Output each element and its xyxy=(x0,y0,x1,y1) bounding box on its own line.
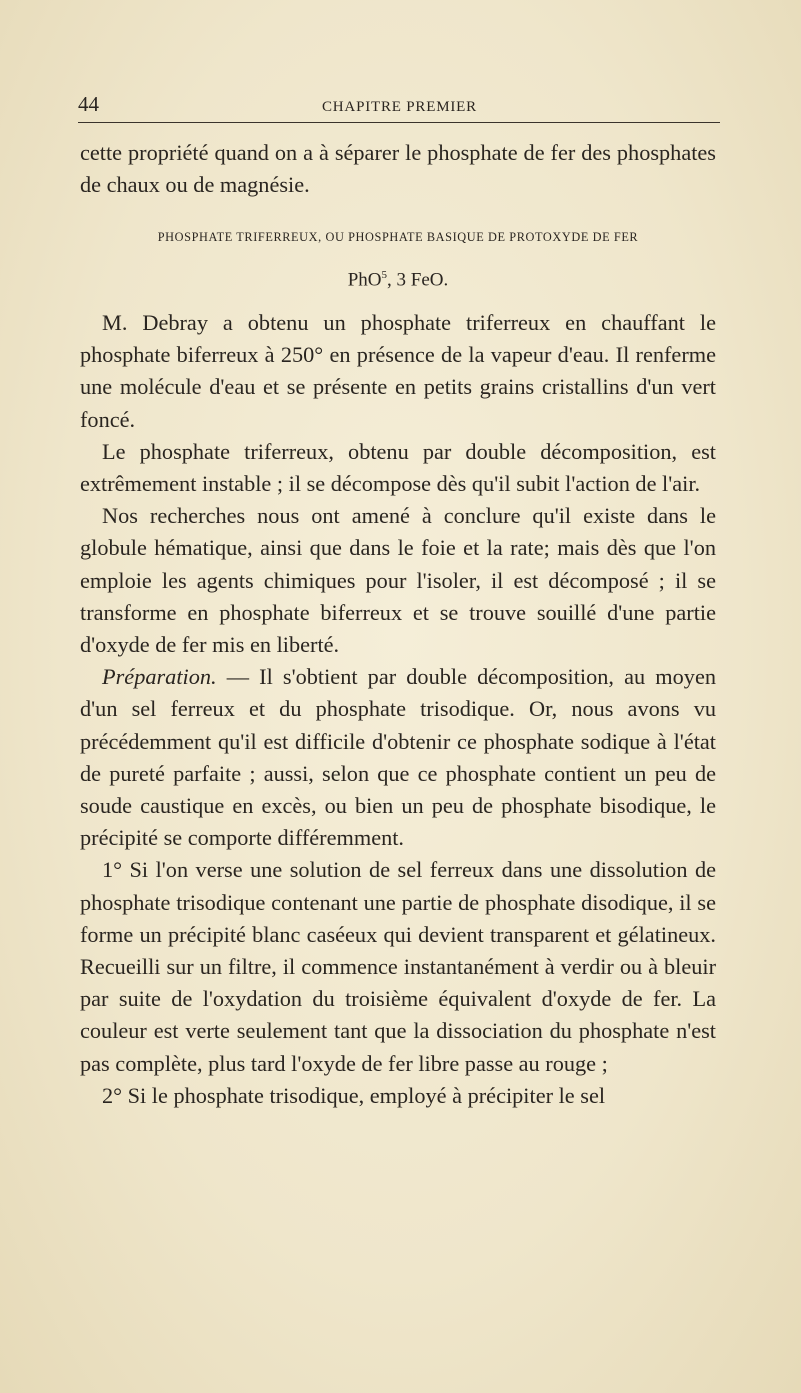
body-text xyxy=(80,137,716,1112)
formula-superscript: 5 xyxy=(381,268,388,281)
section-heading: PHOSPHATE TRIFERREUX, OU PHOSPHATE BASIQUE DE PROTOXYDE DE FER xyxy=(157,230,639,245)
preparation-label: Préparation. xyxy=(102,664,217,690)
chemical-formula xyxy=(80,260,716,295)
paragraph-continuation: cette propriété quand on a à séparer le phosphate de fer des phosphates de chaux ou de magnésie. xyxy=(80,140,716,198)
preparation-text: — Il s'obtient par double décomposition, au moyen d'un sel ferreux et du phosphate trisodique. Or, nous avons vu précédemment qu'il est difficile d'obtenir ce phosphate sodique à l'état de pureté parfaite ; aussi, selon que ce phosphate contient un peu de soude caustique en excès, ou bien un peu de phosphate bisodique, le précipité se comporte différemment. xyxy=(80,664,716,851)
page-header xyxy=(78,92,720,123)
running-title: CHAPITRE PREMIER xyxy=(322,99,477,115)
formula-base: PhO xyxy=(347,268,382,290)
formula-rest: , 3 FeO. xyxy=(387,268,449,290)
book-page xyxy=(80,92,716,1112)
paragraph-recherches: Nos recherches nous ont amené à conclure qu'il existe dans le globule hématique, ainsi que dans le foie et la rate; mais dès que l'on emploie les agents chimiques pour l'isoler, il est décomposé ; il se transforme en phosphate biferreux et se trouve souillé d'une partie d'oxyde de fer mis en liberté. xyxy=(80,503,716,657)
paragraph-item-2: 2° Si le phosphate trisodique, employé à précipiter le sel xyxy=(102,1082,606,1108)
paragraph-item-1: 1° Si l'on verse une solution de sel ferreux dans une dissolution de phosphate trisodique contenant une partie de phosphate disodique, il se forme un précipité blanc caséeux qui devient transparent et gélatineux. Recueilli sur un filtre, il commence instantanément à verdir ou à bleuir par suite de l'oxydation du troisième équivalent d'oxyde de fer. La couleur est verte seulement tant que la dissociation du phosphate n'est pas complète, plus tard l'oxyde de fer libre passe au rouge ; xyxy=(80,857,716,1076)
paragraph-debray: M. Debray a obtenu un phosphate triferreux en chauffant le phosphate biferreux à 250° en présence de la vapeur d'eau. Il renferme une molécule d'eau et se présente en petits grains cristallins d'un vert foncé. xyxy=(80,309,716,432)
page-number: 44 xyxy=(78,92,99,116)
paragraph-preparation xyxy=(80,661,716,854)
paragraph-instable: Le phosphate triferreux, obtenu par double décomposition, est extrêmement instable ; il se décompose dès qu'il subit l'action de l'air. xyxy=(80,438,716,496)
